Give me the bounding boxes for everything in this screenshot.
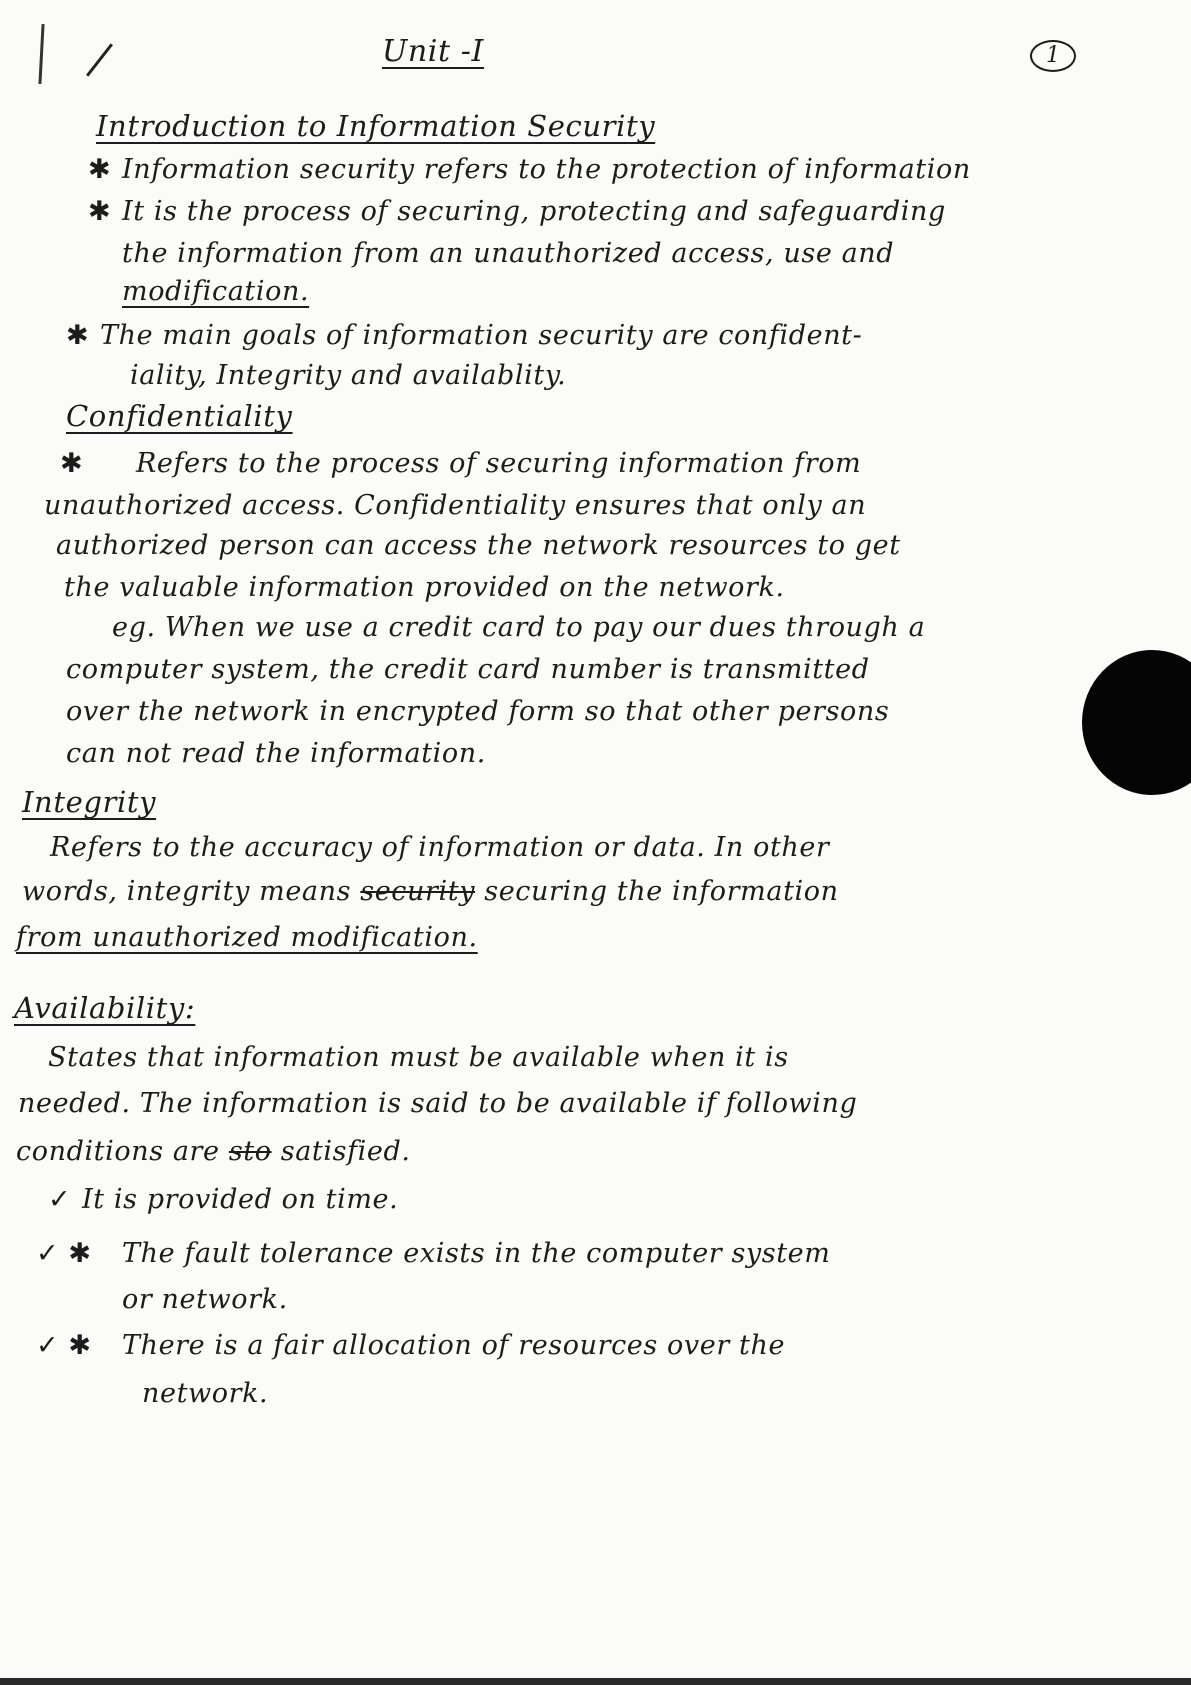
availability-item-3 (36, 1328, 785, 1364)
confidentiality-example-line-4: can not read the information. (66, 738, 486, 769)
availability-item-3-line-1: There is a fair allocation of resources over the (122, 1330, 786, 1361)
availability-line-2: needed. The information is said to be available if following (18, 1088, 858, 1119)
intro-bullet-3 (66, 318, 862, 354)
ink-blot (1082, 650, 1191, 795)
availability-line-3-part-2: satisfied. (280, 1136, 411, 1167)
confidentiality-example-line-2: computer system, the credit card number is transmitted (66, 654, 870, 685)
checkmark-icon: ✓ (48, 1184, 72, 1215)
slash-pen-mark (86, 43, 113, 76)
intro-bullet-3-line-1: The main goals of information security are confident- (100, 320, 863, 351)
struck-word: sto (228, 1136, 272, 1167)
asterisk-bullet-icon: ✱ (88, 154, 112, 185)
intro-bullet-1 (88, 152, 971, 188)
integrity-line-1: Refers to the accuracy of information or data. In other (50, 832, 830, 863)
confidentiality-line-2: unauthorized access. Confidentiality ensures that only an (44, 490, 867, 521)
section-heading-confidentiality: Confidentiality (66, 399, 293, 433)
intro-bullet-2-line-2: the information from an unauthorized access, use and (122, 238, 895, 269)
struck-word: security (360, 876, 476, 907)
integrity-line-2-part-2: securing the information (484, 876, 839, 907)
integrity-line-3: from unauthorized modification. (16, 922, 478, 953)
availability-item-2-line-2: or network. (122, 1284, 288, 1315)
availability-item-1-text: It is provided on time. (82, 1184, 399, 1215)
asterisk-bullet-icon: ✱ (88, 196, 112, 227)
margin-pen-mark (38, 24, 44, 84)
section-heading-integrity: Integrity (22, 785, 157, 819)
intro-bullet-3-line-2: iality, Integrity and availablity. (130, 360, 567, 391)
asterisk-bullet-icon: ✱ (60, 448, 84, 479)
availability-item-3-line-2: network. (142, 1378, 269, 1409)
section-heading-availability: Availability: (14, 991, 196, 1025)
scan-bottom-edge (0, 1678, 1191, 1685)
asterisk-bullet-icon: ✱ (66, 320, 90, 351)
confidentiality-line-1-text: Refers to the process of securing information from (136, 448, 862, 479)
confidentiality-line-3: authorized person can access the network resources to get (56, 530, 901, 561)
confidentiality-line-1 (60, 446, 861, 482)
availability-line-1: States that information must be available when it is (48, 1042, 789, 1073)
intro-bullet-2-line-1: It is the process of securing, protecting and safeguarding (122, 196, 946, 227)
confidentiality-example-line-1: eg. When we use a credit card to pay our dues through a (112, 612, 926, 643)
confidentiality-line-4: the valuable information provided on the network. (64, 572, 785, 603)
availability-item-2-line-1: The fault tolerance exists in the computer system (122, 1238, 831, 1269)
confidentiality-example-line-3: over the network in encrypted form so that other persons (66, 696, 890, 727)
availability-item-1 (48, 1182, 398, 1218)
checkmark-icon: ✓ ✱ (36, 1238, 92, 1269)
checkmark-icon: ✓ ✱ (36, 1330, 92, 1361)
page-number-circle: 1 (1030, 40, 1076, 72)
availability-line-3 (16, 1134, 411, 1170)
section-heading-introduction: Introduction to Information Security (96, 109, 656, 143)
availability-line-3-part-1: conditions are (16, 1136, 220, 1167)
intro-bullet-2-line-3: modification. (122, 276, 310, 307)
availability-item-2 (36, 1236, 830, 1272)
intro-bullet-2 (88, 194, 946, 230)
page-title: Unit -I (382, 34, 484, 69)
intro-bullet-1-text: Information security refers to the protection of information (122, 154, 971, 185)
integrity-line-2-part-1: words, integrity means (22, 876, 352, 907)
integrity-line-2 (22, 874, 839, 910)
